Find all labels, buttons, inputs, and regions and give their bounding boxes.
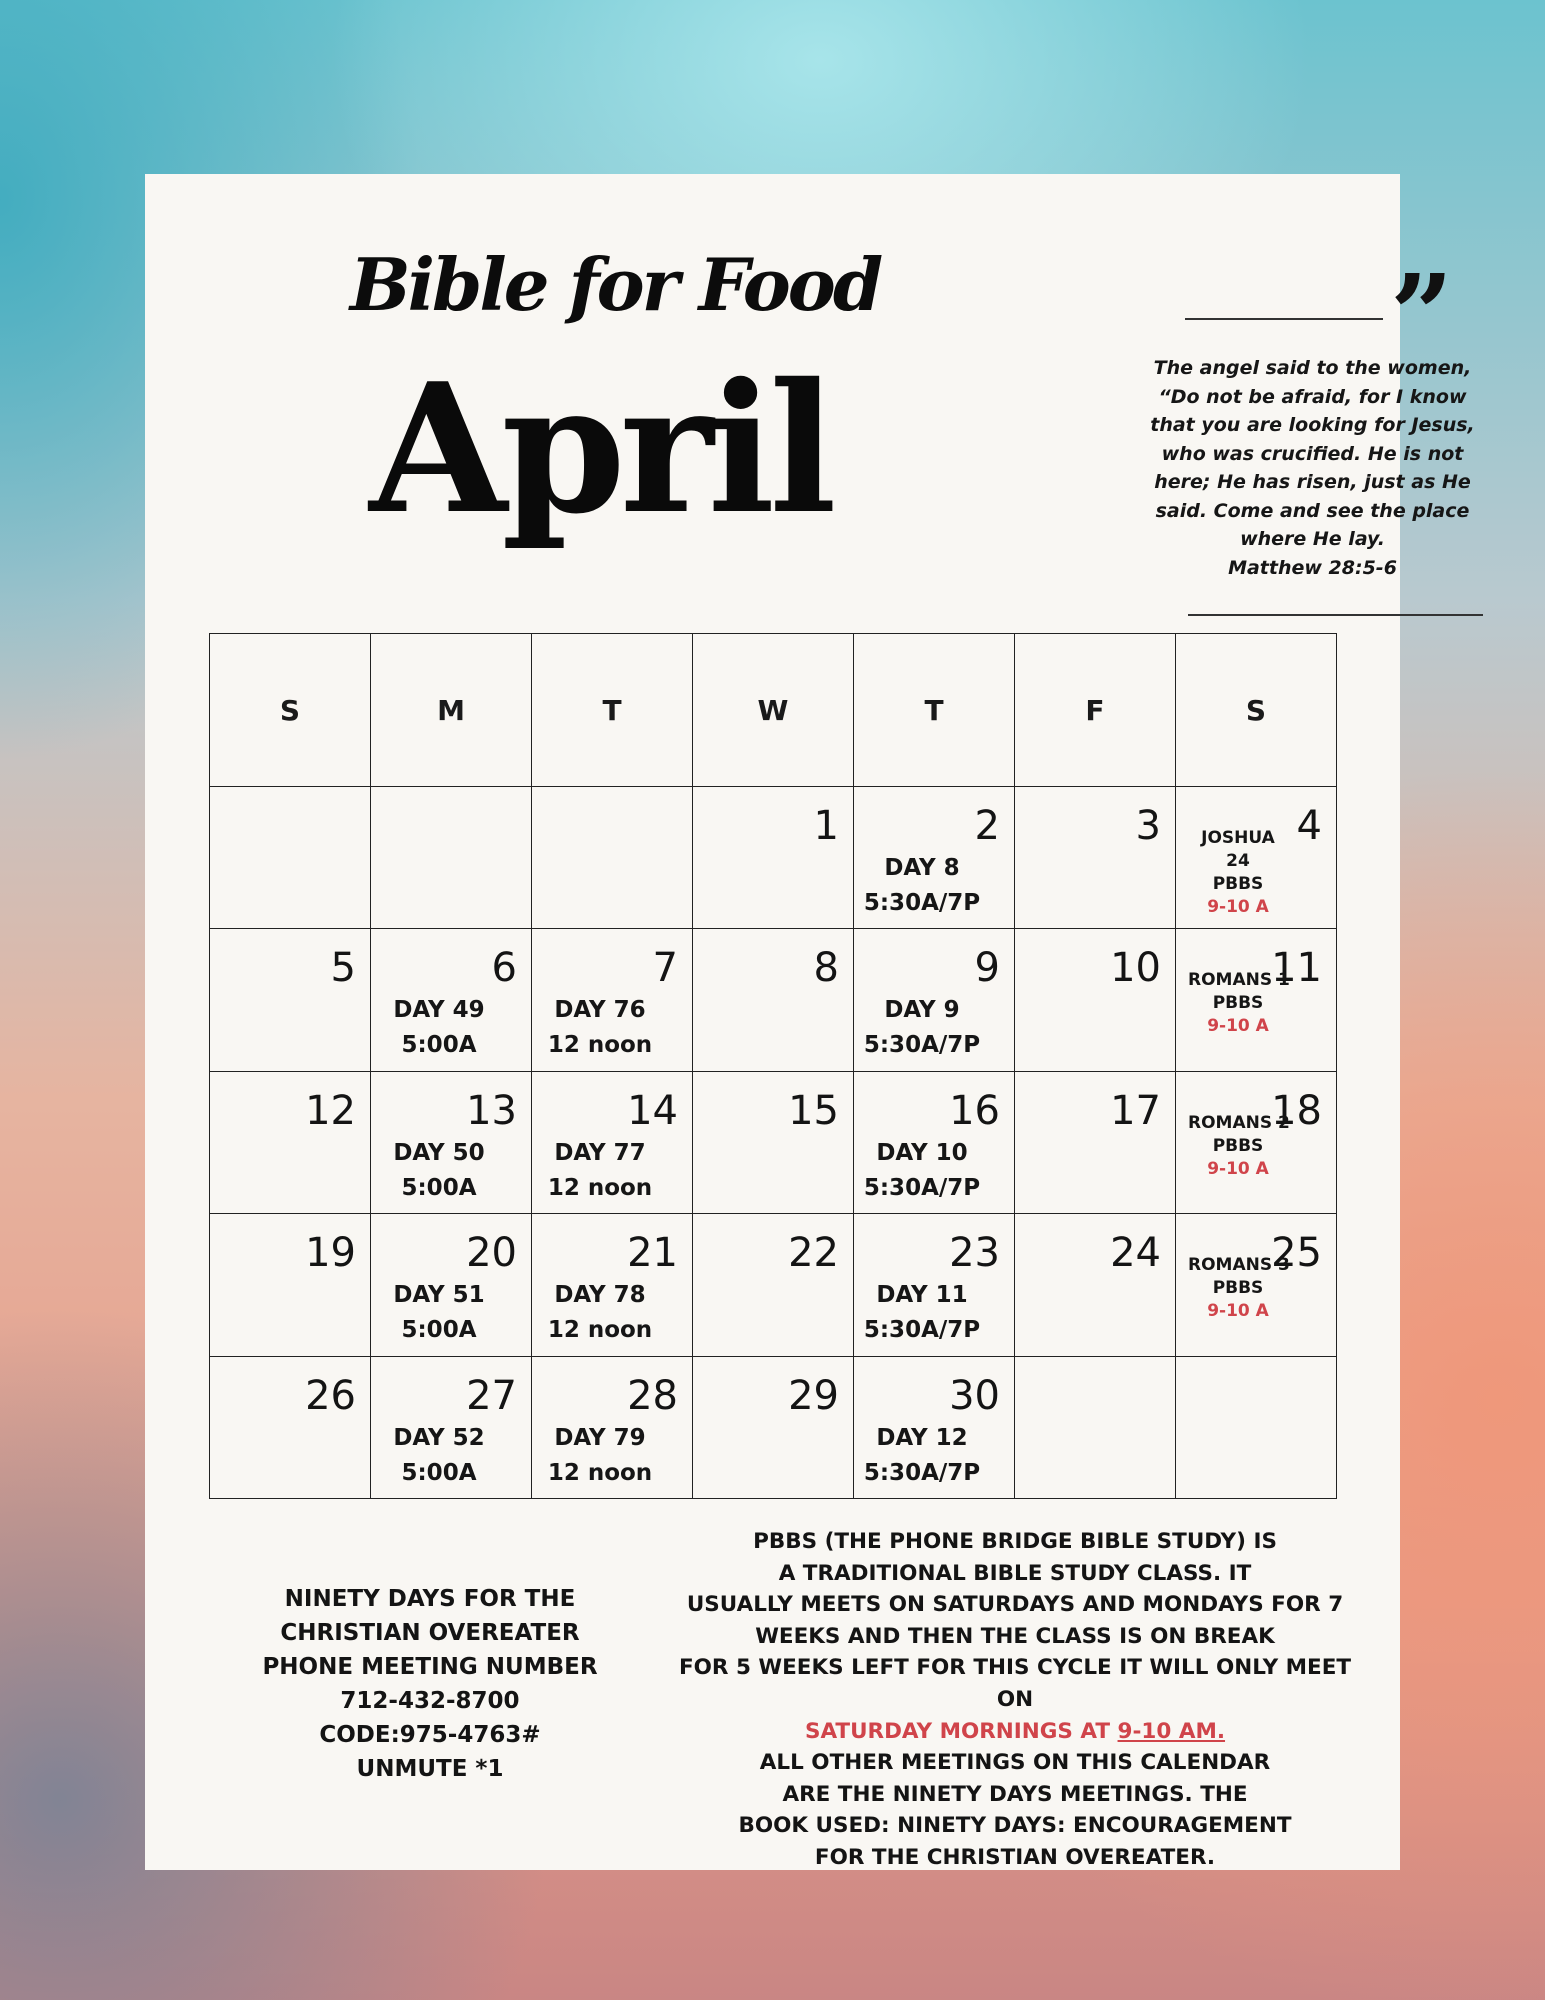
day-number: 12 bbox=[305, 1087, 356, 1134]
day-cell-5 bbox=[210, 929, 371, 1071]
info-line: FOR 5 WEEKS LEFT FOR THIS CYCLE IT WILL ONLY MEET ON bbox=[678, 1655, 1352, 1712]
meeting-day-label: DAY 10 bbox=[876, 1139, 968, 1166]
study-chapter: 24 bbox=[1226, 851, 1250, 871]
quote-mark-icon: ” bbox=[1390, 250, 1454, 379]
month-title: April bbox=[369, 344, 831, 553]
empty-day-cell bbox=[532, 787, 693, 929]
quote-line: The angel said to the women, bbox=[1153, 357, 1472, 379]
day-cell-24 bbox=[1015, 1214, 1176, 1356]
bible-study-note bbox=[1188, 1112, 1288, 1181]
quote-line: where He lay. bbox=[1240, 528, 1385, 550]
meeting-time: 5:00A bbox=[401, 1459, 477, 1486]
day-number: 9 bbox=[974, 945, 1000, 992]
info-line: FOR THE CHRISTIAN OVEREATER. bbox=[814, 1844, 1216, 1870]
meeting-time: 5:00A bbox=[401, 1317, 477, 1344]
info-line: NINETY DAYS FOR THE bbox=[284, 1586, 576, 1612]
study-time: 9-10 A bbox=[1207, 1301, 1269, 1322]
meeting-note bbox=[532, 1421, 668, 1491]
phone-number: 712-432-8700 bbox=[340, 1688, 520, 1714]
meeting-time: 12 noon bbox=[547, 1317, 653, 1344]
weekday-saturday: S bbox=[1176, 634, 1337, 787]
day-cell-29 bbox=[693, 1356, 854, 1498]
day-cell-4 bbox=[1176, 787, 1337, 929]
day-number: 23 bbox=[949, 1230, 1000, 1277]
day-cell-28 bbox=[532, 1356, 693, 1498]
day-cell-2 bbox=[854, 787, 1015, 929]
day-number: 3 bbox=[1135, 803, 1161, 849]
calendar-week-row bbox=[210, 1071, 1337, 1213]
weekday-friday: F bbox=[1015, 634, 1176, 787]
calendar-week-row bbox=[210, 929, 1337, 1071]
quote-line: “Do not be afraid, for I know bbox=[1158, 385, 1467, 408]
meeting-time: 5:30A/7P bbox=[863, 1032, 981, 1059]
day-cell-30 bbox=[854, 1356, 1015, 1498]
empty-day-cell bbox=[1176, 1356, 1337, 1498]
study-passage: JOSHUA bbox=[1201, 828, 1275, 848]
study-passage: ROMANS 2 bbox=[1188, 1112, 1290, 1133]
empty-day-cell bbox=[210, 787, 371, 929]
day-cell-1 bbox=[693, 787, 854, 929]
quote-line: said. Come and see the place bbox=[1155, 499, 1470, 522]
study-group: PBBS bbox=[1212, 1135, 1264, 1156]
day-number: 29 bbox=[788, 1372, 839, 1419]
day-number: 25 bbox=[1271, 1230, 1322, 1277]
day-cell-22 bbox=[693, 1214, 854, 1356]
meeting-note bbox=[854, 993, 990, 1063]
empty-day-cell bbox=[371, 787, 532, 929]
day-number: 27 bbox=[466, 1372, 517, 1419]
meeting-day-label: DAY 78 bbox=[554, 1282, 646, 1309]
day-number: 14 bbox=[627, 1087, 678, 1134]
info-line: USUALLY MEETS ON SATURDAYS AND MONDAYS FOR 7 bbox=[686, 1592, 1344, 1618]
meeting-note bbox=[532, 1136, 668, 1206]
day-number: 17 bbox=[1110, 1087, 1161, 1134]
day-cell-7 bbox=[532, 929, 693, 1071]
info-line: A TRADITIONAL BIBLE STUDY CLASS. IT bbox=[778, 1560, 1252, 1586]
meeting-time: 12 noon bbox=[547, 1032, 653, 1059]
meeting-time: 5:30A/7P bbox=[863, 1459, 981, 1486]
meeting-time: 5:00A bbox=[401, 1032, 477, 1059]
day-cell-23 bbox=[854, 1214, 1015, 1356]
quote-reference: Matthew 28:5-6 bbox=[1228, 556, 1397, 579]
bible-study-note bbox=[1188, 1254, 1288, 1323]
study-passage: ROMANS 3 bbox=[1188, 1255, 1290, 1276]
day-number: 18 bbox=[1271, 1087, 1322, 1134]
study-group: PBBS bbox=[1212, 993, 1264, 1014]
meeting-note bbox=[854, 1278, 990, 1348]
day-number: 26 bbox=[305, 1372, 356, 1419]
day-number: 2 bbox=[974, 803, 1000, 849]
meeting-day-label: DAY 79 bbox=[554, 1424, 646, 1451]
meeting-note bbox=[532, 1278, 668, 1348]
info-line: WEEKS AND THEN THE CLASS IS ON BREAK bbox=[755, 1623, 1275, 1649]
access-code: CODE:975-4763# bbox=[319, 1722, 541, 1748]
day-cell-26 bbox=[210, 1356, 371, 1498]
day-cell-9 bbox=[854, 929, 1015, 1071]
info-line: ALL OTHER MEETINGS ON THIS CALENDAR bbox=[759, 1750, 1271, 1776]
weekday-sunday: S bbox=[210, 634, 371, 787]
bible-study-note bbox=[1188, 827, 1288, 919]
info-line: BOOK USED: NINETY DAYS: ENCOURAGEMENT bbox=[738, 1813, 1292, 1839]
meeting-note bbox=[854, 1136, 990, 1206]
meeting-note bbox=[371, 1136, 507, 1206]
info-line: PHONE MEETING NUMBER bbox=[262, 1654, 598, 1680]
info-line-highlight bbox=[675, 1716, 1355, 1748]
meeting-day-label: DAY 77 bbox=[554, 1139, 646, 1166]
highlight-time: 9-10 AM. bbox=[1117, 1718, 1226, 1744]
day-cell-18 bbox=[1176, 1071, 1337, 1213]
meeting-day-label: DAY 49 bbox=[393, 997, 485, 1024]
study-time: 9-10 A bbox=[1207, 897, 1269, 917]
calendar-week-row bbox=[210, 1356, 1337, 1498]
meeting-time: 5:30A/7P bbox=[863, 1317, 981, 1344]
meeting-day-label: DAY 11 bbox=[876, 1282, 968, 1309]
day-cell-25 bbox=[1176, 1214, 1337, 1356]
meeting-time: 12 noon bbox=[547, 1459, 653, 1486]
info-line: ARE THE NINETY DAYS MEETINGS. THE bbox=[782, 1781, 1248, 1807]
info-line: CHRISTIAN OVEREATER bbox=[280, 1620, 580, 1646]
day-number: 5 bbox=[330, 945, 356, 992]
quote-divider-top bbox=[1185, 318, 1383, 320]
phone-meeting-info bbox=[255, 1582, 605, 1786]
quote-line: here; He has risen, just as He bbox=[1154, 471, 1471, 493]
day-number: 15 bbox=[788, 1087, 839, 1134]
day-cell-10 bbox=[1015, 929, 1176, 1071]
study-group: PBBS bbox=[1212, 874, 1264, 894]
pbbs-description bbox=[675, 1526, 1355, 1874]
empty-day-cell bbox=[1015, 1356, 1176, 1498]
weekday-tuesday: T bbox=[532, 634, 693, 787]
day-number: 13 bbox=[466, 1087, 517, 1134]
meeting-note bbox=[371, 1278, 507, 1348]
day-cell-17 bbox=[1015, 1071, 1176, 1213]
meeting-note bbox=[854, 851, 990, 921]
meeting-note bbox=[854, 1421, 990, 1491]
day-cell-3 bbox=[1015, 787, 1176, 929]
day-cell-16 bbox=[854, 1071, 1015, 1213]
day-number: 22 bbox=[788, 1230, 839, 1277]
day-number: 8 bbox=[813, 945, 839, 992]
meeting-day-label: DAY 52 bbox=[393, 1424, 485, 1451]
study-group: PBBS bbox=[1212, 1278, 1264, 1299]
meeting-note bbox=[371, 1421, 507, 1491]
meeting-day-label: DAY 12 bbox=[876, 1424, 968, 1451]
day-cell-13 bbox=[371, 1071, 532, 1213]
meeting-time: 5:30A/7P bbox=[863, 1174, 981, 1201]
day-cell-19 bbox=[210, 1214, 371, 1356]
calendar-week-row bbox=[210, 787, 1337, 929]
meeting-day-label: DAY 9 bbox=[884, 997, 960, 1024]
meeting-day-label: DAY 76 bbox=[554, 997, 646, 1024]
meeting-time: 5:30A/7P bbox=[863, 890, 981, 916]
bible-study-note bbox=[1188, 969, 1288, 1038]
study-passage: ROMANS 1 bbox=[1188, 970, 1290, 991]
study-time: 9-10 A bbox=[1207, 1158, 1269, 1179]
day-cell-20 bbox=[371, 1214, 532, 1356]
meeting-day-label: DAY 51 bbox=[393, 1282, 485, 1309]
day-number: 11 bbox=[1271, 945, 1322, 992]
day-number: 7 bbox=[652, 945, 678, 992]
unmute-instruction: UNMUTE *1 bbox=[356, 1756, 504, 1782]
day-cell-21 bbox=[532, 1214, 693, 1356]
day-cell-11 bbox=[1176, 929, 1337, 1071]
day-cell-14 bbox=[532, 1071, 693, 1213]
day-number: 30 bbox=[949, 1372, 1000, 1419]
weekday-wednesday: W bbox=[693, 634, 854, 787]
day-number: 4 bbox=[1296, 803, 1322, 849]
day-number: 24 bbox=[1110, 1230, 1161, 1277]
day-number: 6 bbox=[491, 945, 517, 992]
info-line: PBBS (THE PHONE BRIDGE BIBLE STUDY) IS bbox=[753, 1529, 1277, 1554]
day-number: 28 bbox=[627, 1372, 678, 1419]
day-cell-8 bbox=[693, 929, 854, 1071]
calendar-week-row bbox=[210, 1214, 1337, 1356]
quote-line: that you are looking for Jesus, bbox=[1150, 414, 1475, 436]
quote-line: who was crucified. He is not bbox=[1161, 442, 1464, 465]
day-number: 16 bbox=[949, 1087, 1000, 1134]
day-number: 1 bbox=[813, 803, 839, 849]
calendar-page bbox=[145, 174, 1475, 1870]
day-number: 21 bbox=[627, 1230, 678, 1277]
day-cell-15 bbox=[693, 1071, 854, 1213]
meeting-time: 12 noon bbox=[547, 1174, 653, 1201]
meeting-day-label: DAY 50 bbox=[393, 1139, 485, 1166]
day-number: 20 bbox=[466, 1230, 517, 1277]
quote-text bbox=[1145, 354, 1480, 582]
weekday-monday: M bbox=[371, 634, 532, 787]
weekday-thursday: T bbox=[854, 634, 1015, 787]
day-cell-27 bbox=[371, 1356, 532, 1498]
day-cell-6 bbox=[371, 929, 532, 1071]
study-time: 9-10 A bbox=[1207, 1016, 1269, 1037]
weekday-header-row bbox=[210, 634, 1337, 787]
meeting-day-label: DAY 8 bbox=[884, 855, 960, 881]
calendar-grid bbox=[209, 633, 1337, 1499]
highlight-text: SATURDAY MORNINGS AT bbox=[804, 1718, 1118, 1744]
meeting-note bbox=[532, 993, 668, 1063]
meeting-time: 5:00A bbox=[401, 1174, 477, 1201]
brand-title: Bible for Food bbox=[349, 242, 881, 327]
quote-divider-bottom bbox=[1188, 614, 1483, 616]
day-cell-12 bbox=[210, 1071, 371, 1213]
day-number: 10 bbox=[1110, 945, 1161, 992]
day-number: 19 bbox=[305, 1230, 356, 1277]
meeting-note bbox=[371, 993, 507, 1063]
